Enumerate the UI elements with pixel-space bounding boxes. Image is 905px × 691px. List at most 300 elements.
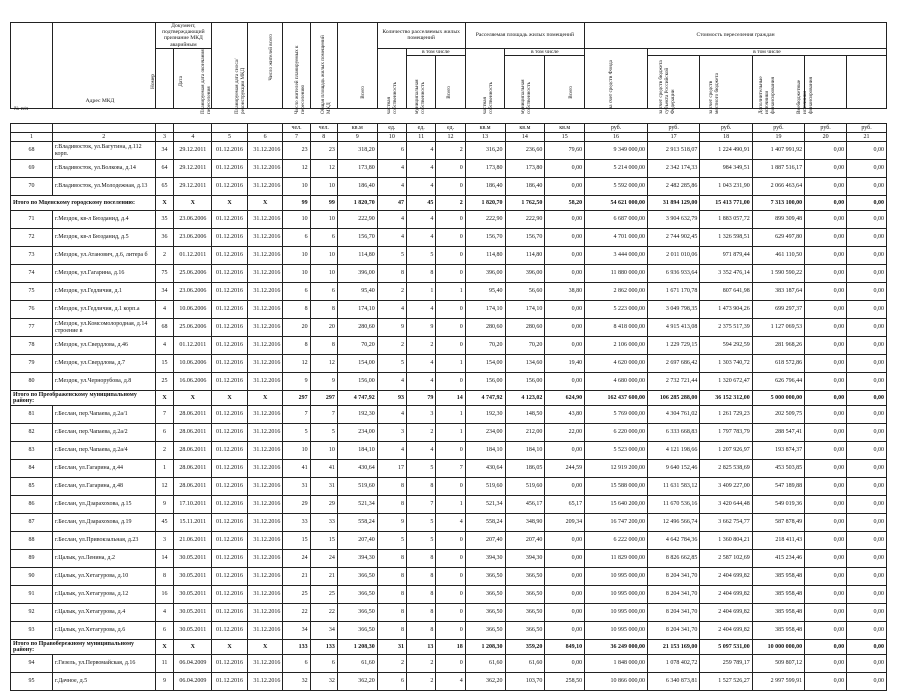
data-cell: 0,00 <box>847 373 887 391</box>
data-cell: 31.12.2016 <box>247 160 283 178</box>
data-cell: 01.12.2016 <box>212 532 248 550</box>
data-cell: 0,00 <box>847 532 887 550</box>
data-cell: 1 <box>407 283 436 301</box>
data-cell: 156,00 <box>337 373 377 391</box>
data-cell: 38,80 <box>545 283 585 301</box>
data-cell: 222,90 <box>337 211 377 229</box>
table-row <box>11 211 887 229</box>
data-cell: 06.04.2009 <box>174 655 212 673</box>
data-cell: 5 <box>377 355 406 373</box>
data-cell: 1 590 590,22 <box>752 265 804 283</box>
address-cell: г.Мездок, кв-л Бюзданид, д.4 <box>52 211 155 229</box>
data-cell: 10 <box>310 247 337 265</box>
subtotal-cell: 0,00 <box>805 391 847 406</box>
in-tch-label-1: в том числе <box>422 48 450 55</box>
address-cell: г.Мездок, ул.Свердлова, д.46 <box>52 337 155 355</box>
data-cell: 2 <box>407 655 436 673</box>
data-cell: 1 473 904,26 <box>700 301 752 319</box>
data-cell: 11 631 583,12 <box>647 478 699 496</box>
data-cell: 8 <box>407 265 436 283</box>
data-cell: 6 936 933,64 <box>647 265 699 283</box>
data-cell: 366,50 <box>337 586 377 604</box>
data-cell: 31.12.2016 <box>247 604 283 622</box>
data-cell: 430,64 <box>465 460 505 478</box>
data-cell: 16 747 200,00 <box>585 514 648 532</box>
data-cell: 2 <box>377 655 406 673</box>
data-cell: 10 <box>310 442 337 460</box>
data-cell: 11 880 000,00 <box>585 265 648 283</box>
data-cell: 192,30 <box>465 406 505 424</box>
data-cell: 6 333 668,83 <box>647 424 699 442</box>
data-cell: 366,50 <box>465 622 505 640</box>
data-cell: 192,30 <box>337 406 377 424</box>
data-cell: 15 <box>310 532 337 550</box>
col-title-cost-region: за счет средств бюджета субъекта Российской Федерации <box>658 60 676 114</box>
data-cell: 0,00 <box>805 424 847 442</box>
data-cell: 06.04.2009 <box>174 673 212 691</box>
data-cell: 0,00 <box>545 532 585 550</box>
row-number: 79 <box>11 355 53 373</box>
subtotal-cell: 133 <box>310 640 337 655</box>
data-cell: 521,34 <box>337 496 377 514</box>
data-cell: 174,10 <box>505 301 545 319</box>
data-cell: 15 588 000,00 <box>585 478 648 496</box>
data-cell: 521,34 <box>465 496 505 514</box>
data-cell: 01.12.2016 <box>212 301 248 319</box>
data-cell: 1 261 729,23 <box>700 406 752 424</box>
col-title-address: Адрес МКД <box>85 98 115 104</box>
address-cell: г.Цалык, ул.Ленина, д.2 <box>52 550 155 568</box>
subtotal-cell: 5 097 531,00 <box>700 640 752 655</box>
subtotal-label: Итого по Преображенскому муниципальному району: <box>11 391 156 406</box>
data-cell: 461 110,50 <box>752 247 804 265</box>
column-number-cell: 10 <box>377 133 406 142</box>
address-cell: г.Мездок, ул.Свердлова, д.7 <box>52 355 155 373</box>
row-number: 84 <box>11 460 53 478</box>
data-cell: 0,00 <box>805 160 847 178</box>
data-cell: 154,00 <box>465 355 505 373</box>
data-cell: 8 <box>377 550 406 568</box>
data-cell: 1 303 740,72 <box>700 355 752 373</box>
col-title-cost-extra: Дополнительные источники финансирования <box>758 76 776 114</box>
table-row <box>11 373 887 391</box>
units-row <box>11 124 887 133</box>
data-cell: 0,00 <box>545 178 585 196</box>
data-cell: 4 <box>407 301 436 319</box>
subtotal-cell: 47 <box>377 196 406 211</box>
data-cell: 28.06.2011 <box>174 478 212 496</box>
data-cell: 5 <box>377 532 406 550</box>
data-cell: 156,70 <box>505 229 545 247</box>
data-cell: 23.06.2006 <box>174 211 212 229</box>
data-cell: 4 <box>407 373 436 391</box>
row-number: 89 <box>11 550 53 568</box>
data-cell: 0,00 <box>847 550 887 568</box>
address-cell: г.Беслан, пер.Чапаева, д.2а/1 <box>52 406 155 424</box>
data-cell: 0,00 <box>805 301 847 319</box>
data-cell: 186,05 <box>505 460 545 478</box>
row-number: 71 <box>11 211 53 229</box>
data-cell: 12 496 566,74 <box>647 514 699 532</box>
data-cell: 0,00 <box>847 265 887 283</box>
data-cell: 244,59 <box>545 460 585 478</box>
data-cell: 2 913 518,07 <box>647 142 699 160</box>
data-cell: 95,40 <box>337 283 377 301</box>
data-cell: 0,00 <box>847 604 887 622</box>
data-cell: 61,60 <box>337 655 377 673</box>
data-cell: 8 <box>310 337 337 355</box>
data-cell: 6 <box>377 142 406 160</box>
data-cell: 385 958,48 <box>752 622 804 640</box>
data-cell: 01.12.2011 <box>174 337 212 355</box>
data-cell: 10 995 000,00 <box>585 604 648 622</box>
data-cell: 8 <box>377 622 406 640</box>
data-cell: 70,20 <box>337 337 377 355</box>
data-cell: 31.12.2016 <box>247 496 283 514</box>
data-cell: 2 997 599,91 <box>752 673 804 691</box>
data-cell: 29.12.2011 <box>174 142 212 160</box>
data-cell: 8 <box>407 568 436 586</box>
data-cell: 23.06.2006 <box>174 283 212 301</box>
data-cell: 5 769 000,00 <box>585 406 648 424</box>
subtotal-cell: X <box>174 196 212 211</box>
data-cell: 23 <box>283 142 310 160</box>
data-cell: 0 <box>436 532 465 550</box>
data-cell: 31.12.2016 <box>247 229 283 247</box>
data-cell: 8 <box>377 478 406 496</box>
data-cell: 01.12.2016 <box>212 568 248 586</box>
data-cell: 6 222 000,00 <box>585 532 648 550</box>
table-row <box>11 568 887 586</box>
data-cell: 0,00 <box>545 442 585 460</box>
data-cell: 1 <box>436 355 465 373</box>
data-cell: 5 214 000,00 <box>585 160 648 178</box>
data-cell: 15 <box>155 355 174 373</box>
data-cell: 899 309,48 <box>752 211 804 229</box>
data-cell: 4 <box>377 229 406 247</box>
table-row <box>11 460 887 478</box>
table-row <box>11 406 887 424</box>
data-cell: 17.10.2011 <box>174 496 212 514</box>
row-number: 95 <box>11 673 53 691</box>
data-cell: 25.06.2006 <box>174 265 212 283</box>
table-row <box>11 496 887 514</box>
unit-cell: ед. <box>436 124 465 133</box>
data-cell: 12 919 200,00 <box>585 460 648 478</box>
data-cell: 9 <box>155 496 174 514</box>
row-number: 70 <box>11 178 53 196</box>
table-row <box>11 673 887 691</box>
data-cell: 234,00 <box>465 424 505 442</box>
unit-cell: ед. <box>407 124 436 133</box>
data-cell: 31.12.2016 <box>247 265 283 283</box>
data-cell: 1 127 069,53 <box>752 319 804 337</box>
data-cell: 15 <box>283 532 310 550</box>
data-cell: 01.12.2016 <box>212 355 248 373</box>
data-cell: 0,00 <box>545 337 585 355</box>
data-cell: 5 592 000,00 <box>585 178 648 196</box>
address-cell: г.Мездок, ул.Комсомолородная, д.14 строение в <box>52 319 155 337</box>
subtotal-cell: X <box>155 640 174 655</box>
data-cell: 1 229 729,15 <box>647 337 699 355</box>
data-cell: 5 <box>407 514 436 532</box>
subtotal-cell: 5 000 000,00 <box>752 391 804 406</box>
data-cell: 0,00 <box>847 460 887 478</box>
col-title-area-total: Всего <box>446 86 452 99</box>
data-cell: 258,50 <box>545 673 585 691</box>
subtotal-cell: 4 747,92 <box>337 391 377 406</box>
address-cell: г.Цалык, ул.Хетагурова, д.6 <box>52 622 155 640</box>
data-cell: 4 642 784,36 <box>647 532 699 550</box>
data-cell: 14 <box>155 550 174 568</box>
data-cell: 12 <box>155 478 174 496</box>
data-cell: 3 049 798,35 <box>647 301 699 319</box>
data-cell: 31.12.2016 <box>247 673 283 691</box>
data-cell: 0 <box>436 568 465 586</box>
data-cell: 12 <box>283 160 310 178</box>
data-cell: 20 <box>283 319 310 337</box>
data-cell: 01.12.2016 <box>212 406 248 424</box>
data-cell: 0,00 <box>847 568 887 586</box>
table-row <box>11 532 887 550</box>
data-cell: 699 297,37 <box>752 301 804 319</box>
data-cell: 61,60 <box>465 655 505 673</box>
data-cell: 0 <box>436 265 465 283</box>
data-cell: 30.05.2011 <box>174 622 212 640</box>
column-number-cell: 8 <box>310 133 337 142</box>
data-cell: 31.12.2016 <box>247 424 283 442</box>
data-cell: 8 <box>407 604 436 622</box>
data-cell: 95,40 <box>465 283 505 301</box>
data-cell: 10 <box>283 442 310 460</box>
table-row <box>11 229 887 247</box>
subtotal-cell: 36 152 312,00 <box>700 391 752 406</box>
col-title-cost-total: Всего <box>568 86 574 99</box>
data-cell: 01.12.2016 <box>212 460 248 478</box>
data-cell: 114,80 <box>505 247 545 265</box>
data-cell: 4 304 761,02 <box>647 406 699 424</box>
data-cell: 31.12.2016 <box>247 442 283 460</box>
subtotal-cell: 2 <box>436 196 465 211</box>
data-cell: 01.12.2016 <box>212 142 248 160</box>
data-cell: 558,24 <box>465 514 505 532</box>
row-number: 86 <box>11 496 53 514</box>
data-cell: 629 497,80 <box>752 229 804 247</box>
data-cell: 4 <box>436 673 465 691</box>
data-cell: 25 <box>155 373 174 391</box>
data-cell: 0,00 <box>545 622 585 640</box>
data-cell: 1 <box>436 424 465 442</box>
data-cell: 31.12.2016 <box>247 460 283 478</box>
data-cell: 0,00 <box>805 550 847 568</box>
row-number: 78 <box>11 337 53 355</box>
data-cell: 01.12.2016 <box>212 496 248 514</box>
data-cell: 33 <box>310 514 337 532</box>
data-cell: 31.12.2016 <box>247 211 283 229</box>
data-cell: 0,00 <box>847 442 887 460</box>
data-cell: 32 <box>310 673 337 691</box>
data-cell: 10 866 000,00 <box>585 673 648 691</box>
column-number-cell: 13 <box>465 133 505 142</box>
data-cell: 0,00 <box>545 229 585 247</box>
data-cell: 1 <box>155 460 174 478</box>
data-cell: 01.12.2016 <box>212 550 248 568</box>
data-cell: 01.12.2016 <box>212 655 248 673</box>
data-cell: 01.12.2016 <box>212 424 248 442</box>
data-cell: 5 223 000,00 <box>585 301 648 319</box>
data-cell: 8 204 341,70 <box>647 568 699 586</box>
table-row <box>11 424 887 442</box>
data-cell: 65,17 <box>545 496 585 514</box>
table-row <box>11 283 887 301</box>
column-number-cell: 18 <box>700 133 752 142</box>
data-cell: 10 <box>310 265 337 283</box>
data-cell: 29.12.2011 <box>174 178 212 196</box>
data-cell: 1 797 783,79 <box>700 424 752 442</box>
data-cell: 25 <box>283 586 310 604</box>
data-cell: 2 <box>407 424 436 442</box>
address-cell: г.Беслан, ул.Дзарахохова, д.15 <box>52 496 155 514</box>
column-number-cell: 11 <box>407 133 436 142</box>
data-cell: 316,20 <box>465 142 505 160</box>
subtotal-cell: 1 820,70 <box>337 196 377 211</box>
table-row <box>11 301 887 319</box>
data-cell: 5 <box>407 247 436 265</box>
data-cell: 4 <box>377 211 406 229</box>
data-cell: 0,00 <box>847 247 887 265</box>
data-cell: 36 <box>155 229 174 247</box>
data-cell: 396,00 <box>337 265 377 283</box>
data-cell: 1 <box>436 406 465 424</box>
data-cell: 0 <box>436 319 465 337</box>
row-number: 83 <box>11 442 53 460</box>
unit-cell: руб. <box>647 124 699 133</box>
data-cell: 01.12.2016 <box>212 442 248 460</box>
unit-cell: кв.м <box>545 124 585 133</box>
data-cell: 5 <box>283 424 310 442</box>
data-cell: 10 <box>283 211 310 229</box>
data-cell: 396,00 <box>505 265 545 283</box>
address-cell: г.Цалык, ул.Хетагурова, д.4 <box>52 604 155 622</box>
data-cell: 1 848 000,00 <box>585 655 648 673</box>
data-cell: 0,00 <box>847 211 887 229</box>
data-cell: 1 671 170,78 <box>647 283 699 301</box>
data-cell: 6 <box>310 283 337 301</box>
subtotal-row <box>11 640 887 655</box>
data-cell: 01.12.2011 <box>174 247 212 265</box>
data-cell: 0 <box>436 247 465 265</box>
subtotal-cell: 99 <box>310 196 337 211</box>
subtotal-cell: 4 747,92 <box>465 391 505 406</box>
data-cell: 9 <box>283 373 310 391</box>
table-row <box>11 478 887 496</box>
data-cell: 0,00 <box>545 550 585 568</box>
column-number-cell: 6 <box>247 133 283 142</box>
data-cell: 10 995 000,00 <box>585 586 648 604</box>
subtotal-cell: 4 123,02 <box>505 391 545 406</box>
row-number: 90 <box>11 568 53 586</box>
data-cell: 1 078 402,72 <box>647 655 699 673</box>
data-cell: 8 <box>377 496 406 514</box>
table-row <box>11 265 887 283</box>
data-cell: 6 220 000,00 <box>585 424 648 442</box>
data-cell: 1 207 926,97 <box>700 442 752 460</box>
data-cell: 28.06.2011 <box>174 406 212 424</box>
data-cell: 2 862 000,00 <box>585 283 648 301</box>
data-cell: 12 <box>310 160 337 178</box>
data-cell: 148,50 <box>505 406 545 424</box>
data-cell: 2 404 699,82 <box>700 568 752 586</box>
table-row <box>11 514 887 532</box>
data-cell: 385 958,48 <box>752 586 804 604</box>
data-cell: 10 <box>283 247 310 265</box>
data-cell: 3 <box>155 532 174 550</box>
data-cell: 558,24 <box>337 514 377 532</box>
data-cell: 31.12.2016 <box>247 655 283 673</box>
data-cell: 34 <box>283 622 310 640</box>
data-cell: 280,60 <box>505 319 545 337</box>
data-cell: 31.12.2016 <box>247 301 283 319</box>
table-row <box>11 142 887 160</box>
row-number: 75 <box>11 283 53 301</box>
address-cell: г.Владивосток, ул.Молодежная, д.13 <box>52 178 155 196</box>
column-number-cell: 12 <box>436 133 465 142</box>
table-row <box>11 160 887 178</box>
data-cell: 186,40 <box>465 178 505 196</box>
data-cell: 456,17 <box>505 496 545 514</box>
table-row <box>11 337 887 355</box>
subtotal-cell: X <box>212 391 248 406</box>
data-cell: 10.06.2006 <box>174 355 212 373</box>
data-cell: 0,00 <box>805 673 847 691</box>
data-cell: 8 <box>377 568 406 586</box>
data-cell: 45 <box>155 514 174 532</box>
data-cell: 4 <box>377 178 406 196</box>
data-cell: 348,90 <box>505 514 545 532</box>
data-cell: 22 <box>310 604 337 622</box>
data-cell: 8 <box>377 604 406 622</box>
table-row <box>11 655 887 673</box>
data-cell: 394,30 <box>337 550 377 568</box>
data-cell: 16 <box>155 586 174 604</box>
data-cell: 9 <box>407 319 436 337</box>
subtotal-row <box>11 196 887 211</box>
data-cell: 547 189,88 <box>752 478 804 496</box>
data-cell: 6 <box>155 424 174 442</box>
data-cell: 1 887 516,17 <box>752 160 804 178</box>
data-cell: 31.12.2016 <box>247 319 283 337</box>
table-row <box>11 586 887 604</box>
data-cell: 0,00 <box>847 142 887 160</box>
data-cell: 174,10 <box>337 301 377 319</box>
data-cell: 3 662 754,77 <box>700 514 752 532</box>
data-cell: 6 <box>377 673 406 691</box>
unit-cell: кв.м <box>465 124 505 133</box>
data-cell: 587 878,49 <box>752 514 804 532</box>
data-cell: 156,70 <box>337 229 377 247</box>
subtotal-cell: 15 413 771,00 <box>700 196 752 211</box>
data-cell: 31.12.2016 <box>247 406 283 424</box>
data-cell: 31.12.2016 <box>247 142 283 160</box>
subtotal-cell: 0,00 <box>847 196 887 211</box>
data-cell: 0 <box>436 337 465 355</box>
subtotal-cell: X <box>155 391 174 406</box>
data-cell: 212,00 <box>505 424 545 442</box>
data-cell: 0,00 <box>847 229 887 247</box>
data-cell: 218 411,43 <box>752 532 804 550</box>
data-cell: 0,00 <box>805 478 847 496</box>
subtotal-cell: 162 437 600,00 <box>585 391 648 406</box>
